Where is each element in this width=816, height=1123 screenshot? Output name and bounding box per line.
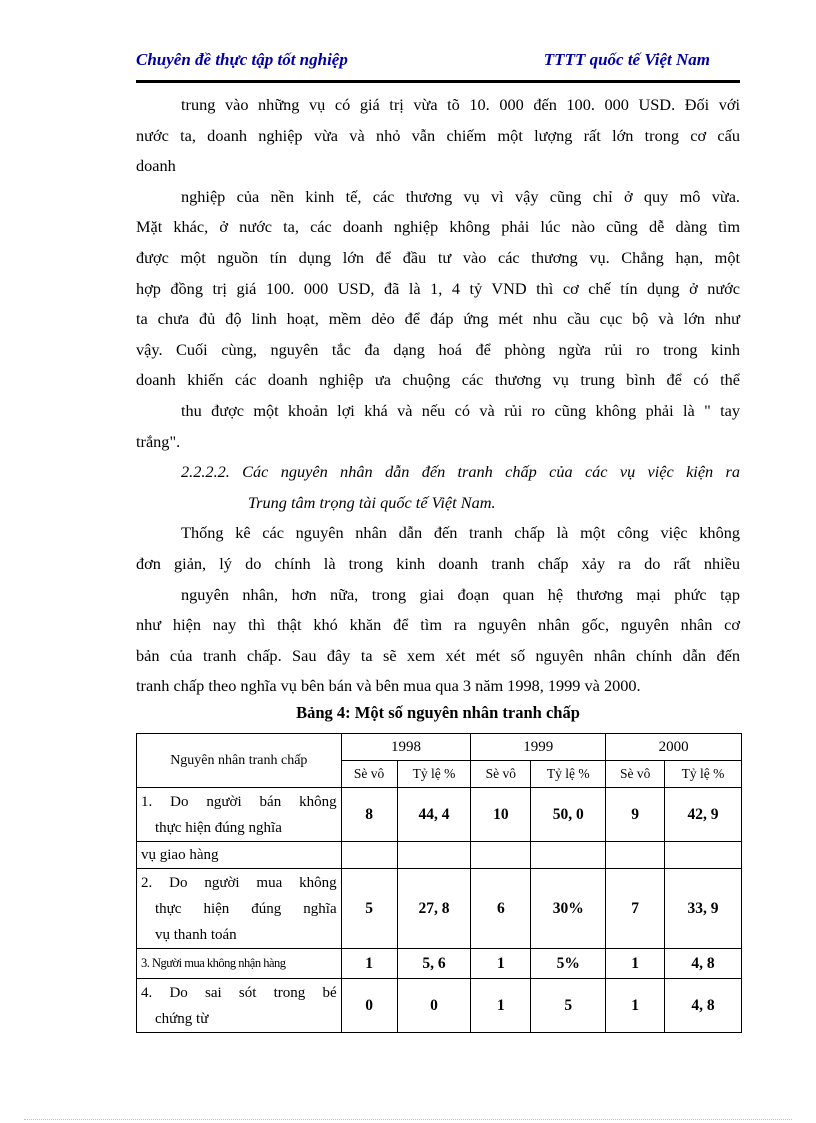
row-label: 3. Người mua không nhận hàng [137,949,342,979]
cell-value: 5% [531,949,606,979]
table-subheader-rate: Tỷ lệ % [665,761,742,788]
paragraph-line: ta chưa đủ độ linh hoạt, mềm dẻo để đáp ứng mét nhu cầu cục bộ và lớn như [136,309,740,329]
cell-value: 1 [606,949,665,979]
cell-empty [397,842,471,869]
paragraph-line: nước ta, doanh nghiệp vừa và nhỏ vẫn chiếm một lượng rất lớn trong cơ cấu [136,125,740,145]
row-label-line: vụ thanh toán [155,926,237,943]
row-label-line: thực hiện đúng nghĩa [155,900,337,917]
row-label-line: chứng từ [155,1010,209,1027]
cell-empty [341,842,397,869]
paragraph-line: trung vào những vụ có giá trị vừa tõ 10. 000 đến 100. 000 USD. Đối với [181,95,740,114]
cell-value: 42, 9 [665,788,742,842]
paragraph-line: nguyên nhân, hơn nữa, trong giai đoạn quan hệ thương mại phức tạp [181,584,740,604]
cell-value: 10 [471,788,531,842]
row-label [137,788,342,842]
table-caption: Bảng 4: Một số nguyên nhân tranh chấp [296,703,580,722]
row-label [137,979,342,1033]
table-subheader-count: Sè vô [341,761,397,788]
cell-empty [531,842,606,869]
paragraph-line: Mặt khác, ở nước ta, các doanh nghiệp không phải lúc nào cũng dễ dàng tìm [136,217,740,237]
table-header-year: 2000 [606,734,742,761]
row-label-line: 2. Do người mua không [141,874,337,891]
row-label-line: 4. Do sai sót trong bé [141,984,337,1001]
cell-value: 4, 8 [665,949,742,979]
cell-value: 8 [341,788,397,842]
page-bottom-dotted-rule [24,1119,792,1120]
paragraph-line: Thống kê các nguyên nhân dẫn đến tranh chấp là một công việc không [181,523,740,543]
table-subheader-rate: Tỷ lệ % [397,761,471,788]
section-heading-cont: Trung tâm trọng tài quốc tế Việt Nam. [248,492,496,512]
row-label-line: 1. Do người bán không [141,793,337,810]
paragraph-line: vậy. Cuối cùng, nguyên tắc đa dạng hoá để phòng ngừa rủi ro trong kinh [136,339,740,359]
header-left-title: Chuyên đề thực tập tốt nghiệp [136,50,348,69]
table-row [137,788,742,842]
paragraph-line: như hiện nay thì thật khó khăn để tìm ra nguyên nhân gốc, nguyên nhân cơ [136,615,740,635]
cell-empty [665,842,742,869]
table-row [137,869,742,949]
section-heading: 2.2.2.2. Các nguyên nhân dẫn đến tranh chấp của các vụ việc kiện ra [181,462,740,482]
cell-value: 1 [341,949,397,979]
paragraph-line: thu được một khoản lợi khá và nếu có và rủi ro cũng không phải là " tay [181,400,740,420]
table-header-cause: Nguyên nhân tranh chấp [137,734,342,788]
table-subheader-count: Sè vô [606,761,665,788]
cell-value: 1 [471,979,531,1033]
cell-value: 50, 0 [531,788,606,842]
table-row [137,979,742,1033]
table-header-row [137,734,742,761]
cell-value: 44, 4 [397,788,471,842]
cell-value: 6 [471,869,531,949]
table-header-year: 1999 [471,734,606,761]
cell-value: 27, 8 [397,869,471,949]
cell-value: 5 [531,979,606,1033]
cell-value: 0 [341,979,397,1033]
cell-value: 4, 8 [665,979,742,1033]
cell-value: 9 [606,788,665,842]
table-subheader-count: Sè vô [471,761,531,788]
cell-value: 1 [606,979,665,1033]
body-text [136,90,740,702]
paragraph-line: bản của tranh chấp. Sau đây ta sẽ xem xét mét số nguyên nhân chính dẫn đến [136,645,740,665]
paragraph-line: được một nguồn tín dụng lớn để đầu tư vào các thương vụ. Chẳng hạn, một [136,247,740,267]
causes-table [136,733,742,1033]
page-header [136,46,740,83]
paragraph-line: nghiệp của nền kinh tế, các thương vụ vì vậy cũng chỉ ở quy mô vừa. [181,186,740,206]
cell-value: 1 [471,949,531,979]
cell-empty [606,842,665,869]
row-label-line: thực hiện đúng nghĩa [155,819,282,836]
cell-value: 7 [606,869,665,949]
row-label: vụ giao hàng [137,842,342,869]
paragraph-line: tranh chấp theo nghĩa vụ bên bán và bên mua qua 3 năm 1998, 1999 và 2000. [136,676,641,696]
table-row [137,949,742,979]
paragraph-line: doanh [136,156,176,176]
cell-value: 30% [531,869,606,949]
table-header-year: 1998 [341,734,471,761]
paragraph-line: doanh khiến các doanh nghiệp ưa chuộng các thương vụ trung bình để có thể [136,370,740,390]
cell-value: 5 [341,869,397,949]
cell-value: 33, 9 [665,869,742,949]
paragraph-line: trắng". [136,431,181,451]
table-row [137,842,742,869]
row-label [137,869,342,949]
cell-value: 5, 6 [397,949,471,979]
paragraph-line: đơn giản, lý do chính là trong kinh doanh tranh chấp xảy ra do rất nhiều [136,553,740,573]
cell-value: 0 [397,979,471,1033]
table-subheader-rate: Tỷ lệ % [531,761,606,788]
cell-empty [471,842,531,869]
paragraph-line: hợp đồng trị giá 100. 000 USD, đã là 1, 4 tỷ VND thì cơ chế tín dụng ở nước [136,278,740,298]
header-right-title: TTTT quốc tế Việt Nam [543,50,710,69]
